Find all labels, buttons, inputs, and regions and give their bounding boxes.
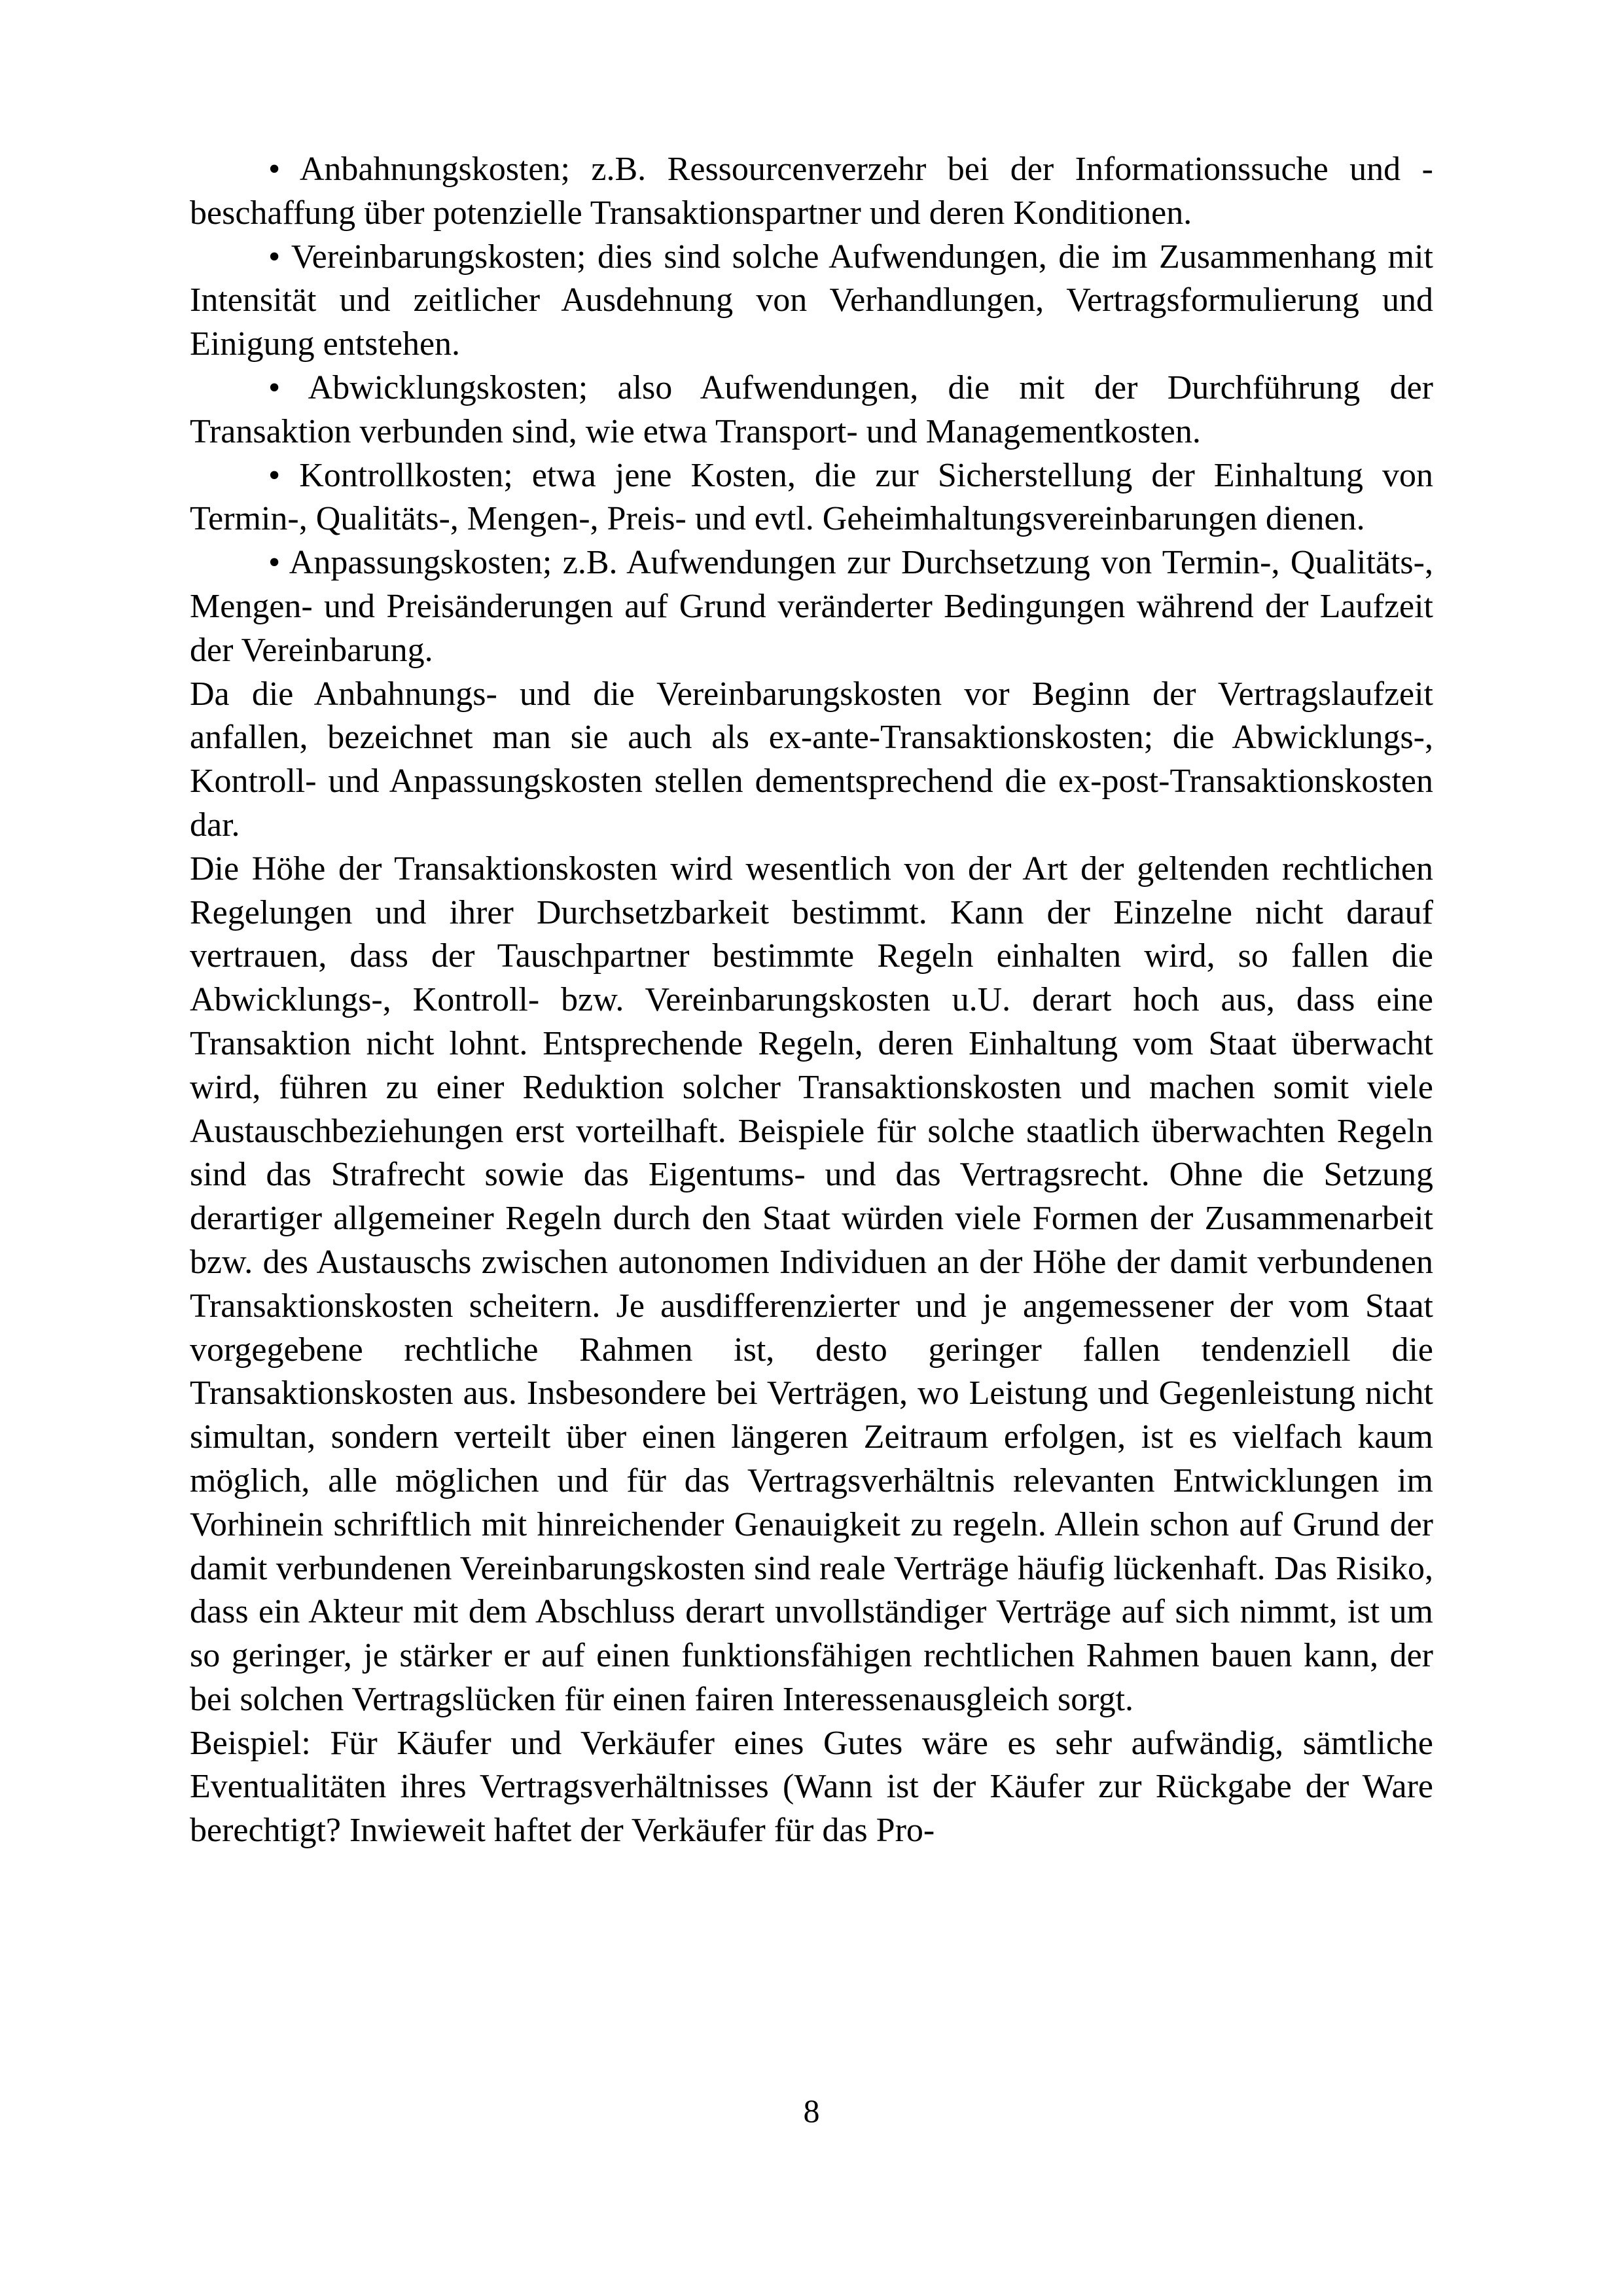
bullet-marker: • [268, 456, 281, 494]
bullet-marker: • [268, 151, 281, 188]
bullet-item [190, 541, 1433, 672]
bullet-marker: • [268, 368, 281, 406]
paragraph: Die Höhe der Transaktionskosten wird wesentlich von der Art der geltenden rechtlichen Regelungen und ihrer Durchsetzbarkeit bestimmt. Kann der Einzelne nicht darauf vertrauen, dass der Tauschpartner bestimmte Regeln einhalten wird, so fallen die Abwicklungs-, Kontroll- bzw. Vereinbarungskosten u.U. derart hoch aus, dass eine Transaktion nicht lohnt. Entsprechende Regeln, deren Einhaltung vom Staat überwacht wird, führen zu einer Reduktion solcher Transaktionskosten und machen somit viele Austauschbeziehungen erst vorteilhaft. Beispiele für solche staatlich überwachten Regeln sind das Strafrecht sowie das Eigentums- und das Vertragsrecht. Ohne die Setzung derartiger allgemeiner Regeln durch den Staat würden viele Formen der Zusammenarbeit bzw. des Austauschs zwischen autonomen Individuen an der Höhe der damit verbundenen Transaktionskosten scheitern. Je ausdifferenzierter und je angemessener der vom Staat vorgegebene rechtliche Rahmen ist, desto geringer fallen tendenziell die Transaktionskosten aus. Insbesondere bei Verträgen, wo Leistung und Gegenleistung nicht simultan, sondern verteilt über einen längeren Zeitraum erfolgen, ist es vielfach kaum möglich, alle möglichen und für das Vertragsverhältnis relevanten Entwicklungen im Vorhinein schriftlich mit hinreichender Genauigkeit zu regeln. Allein schon auf Grund der damit verbundenen Vereinbarungskosten sind reale Verträge häufig lückenhaft. Das Risiko, dass ein Akteur mit dem Abschluss derart unvollständiger Verträge auf sich nimmt, ist um so geringer, je stärker er auf einen funktionsfähigen rechtlichen Rahmen bauen kann, der bei solchen Vertragslücken für einen fairen Interessenausgleich sorgt. [190, 850, 1433, 1718]
bullet-text: Anpassungskosten; z.B. Aufwendungen zur Durchsetzung von Termin-, Qualitäts-, Mengen- und Preisänderungen auf Grund veränderter Bedingungen während der Laufzeit der Vereinbarung. [190, 544, 1433, 669]
bullet-item [190, 367, 1433, 454]
paragraph: Beispiel: Für Käufer und Verkäufer eines Gutes wäre es sehr aufwändig, sämtliche Eventualitäten ihres Vertragsverhältnisses (Wann ist der Käufer zur Rückgabe der Ware berechtigt? Inwieweit haftet der Verkäufer für das Pro- [190, 1724, 1433, 1850]
bullet-text: Kontrollkosten; etwa jene Kosten, die zur Sicherstellung der Einhaltung von Termin-, Qualitäts-, Mengen-, Preis- und evtl. Geheimhaltungsvereinbarungen dienen. [190, 456, 1434, 538]
bullet-marker: • [268, 238, 281, 276]
bullet-item [190, 236, 1433, 367]
bullet-text: Anbahnungskosten; z.B. Ressourcenverzehr bei der Informationssuche und -beschaffung über potenzielle Transaktionspartner und deren Konditionen. [190, 151, 1433, 232]
bullet-item [190, 454, 1433, 542]
document-body [190, 148, 1433, 1853]
bullet-text: Vereinbarungskosten; dies sind solche Aufwendungen, die im Zusammenhang mit Intensität und zeitlicher Ausdehnung von Verhandlungen, Vertragsformulierung und Einigung entstehen. [190, 238, 1434, 363]
bullet-text: Abwicklungskosten; also Aufwendungen, die mit der Durchführung der Transaktion verbunden sind, wie etwa Transport- und Managementkosten. [190, 368, 1433, 450]
bullet-marker: • [268, 544, 281, 582]
bullet-item [190, 148, 1433, 236]
paragraph: Da die Anbahnungs- und die Vereinbarungskosten vor Beginn der Vertragslaufzeit anfallen, bezeichnet man sie auch als ex-ante-Transaktionskosten; die Abwicklungs-, Kontroll- und Anpassungskosten stellen dementsprechend die ex-post-Transaktionskosten dar. [190, 675, 1433, 844]
page-number: 8 [803, 2092, 820, 2129]
